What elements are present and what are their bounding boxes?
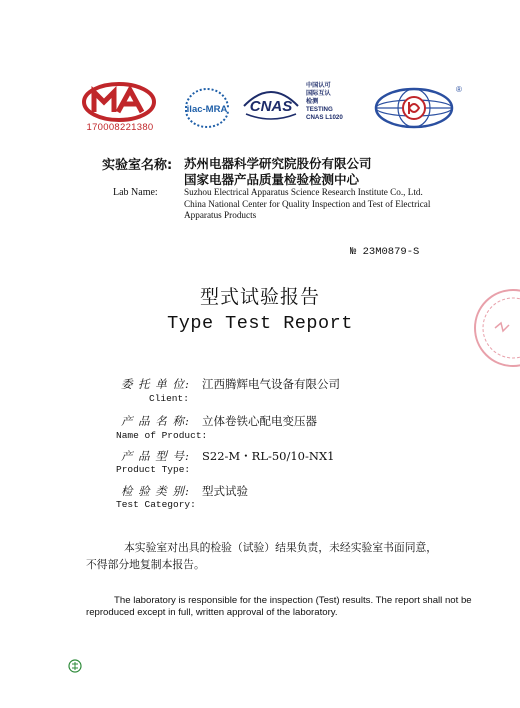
client-label-en: Client: — [149, 393, 189, 404]
lab-name-en-line-2: China National Center for Quality Inspection and Test of Electrical — [184, 198, 431, 209]
client-value: 江西腾辉电气设备有限公司 — [202, 377, 340, 391]
disclaimer-cn-line-2: 不得部分地复制本报告。 — [86, 558, 205, 571]
lab-name-en — [184, 187, 474, 222]
lab-name-cn-line-2: 国家电器产品质量检验检测中心 — [184, 172, 360, 187]
cnas-text: CNAS — [249, 98, 293, 115]
lab-name-en-line-3: Apparatus Products — [184, 210, 257, 220]
cnas-line: 国际互认 — [306, 90, 331, 97]
cnas-line: CNAS L1020 — [306, 114, 343, 121]
test-category-label-cn: 检 验 类 别: — [121, 484, 190, 498]
test-category-value: 型式试验 — [202, 484, 248, 498]
ilac-text: ilac-MRA — [186, 104, 228, 115]
report-number: № 23M0879-S — [350, 246, 420, 258]
product-name-value: 立体卷铁心配电变压器 — [202, 414, 317, 428]
lab-name-label-en: Lab Name: — [113, 187, 158, 198]
cnas-logo — [240, 84, 302, 122]
product-type-label-en: Product Type: — [116, 464, 191, 475]
disclaimer-cn-line-1: 本实验室对出具的检验（试验）结果负责，未经实验室书面同意， — [124, 541, 438, 554]
print-mark-icon — [68, 659, 82, 673]
cnas-line: TESTING — [306, 106, 333, 113]
globe-logo — [372, 84, 462, 130]
cma-certificate-number: 170008221380 — [86, 122, 154, 133]
registered-mark: ® — [456, 85, 462, 94]
report-title-en: Type Test Report — [167, 313, 353, 334]
product-name-label-en: Name of Product: — [116, 430, 208, 441]
cnas-accreditation-text — [306, 82, 343, 122]
test-category-label-en: Test Category: — [116, 499, 196, 510]
product-name-label-cn: 产 品 名 称: — [121, 414, 190, 428]
client-label-cn: 委 托 单 位: — [121, 377, 190, 391]
report-title-cn: 型式试验报告 — [199, 286, 320, 308]
ilac-mra-logo — [180, 86, 234, 128]
product-type-value: S22-M・RL-50/10-NX1 — [202, 449, 335, 463]
lab-name-label-cn: 实验室名称: — [102, 158, 173, 173]
cnas-line: 中国认可 — [306, 82, 331, 89]
disclaimer-en: The laboratory is responsible for the inspection (Test) results. The report shall not be reproduced except in full, written approval of the laboratory. — [86, 595, 472, 618]
lab-name-en-line-1: Suzhou Electrical Apparatus Science Research Institute Co., Ltd. — [184, 187, 423, 197]
lab-name-cn-line-1: 苏州电器科学研究院股份有限公司 — [184, 156, 372, 171]
cnas-line: 检测 — [306, 98, 319, 105]
seal-stamp — [465, 283, 520, 373]
product-type-label-cn: 产 品 型 号: — [121, 449, 190, 463]
